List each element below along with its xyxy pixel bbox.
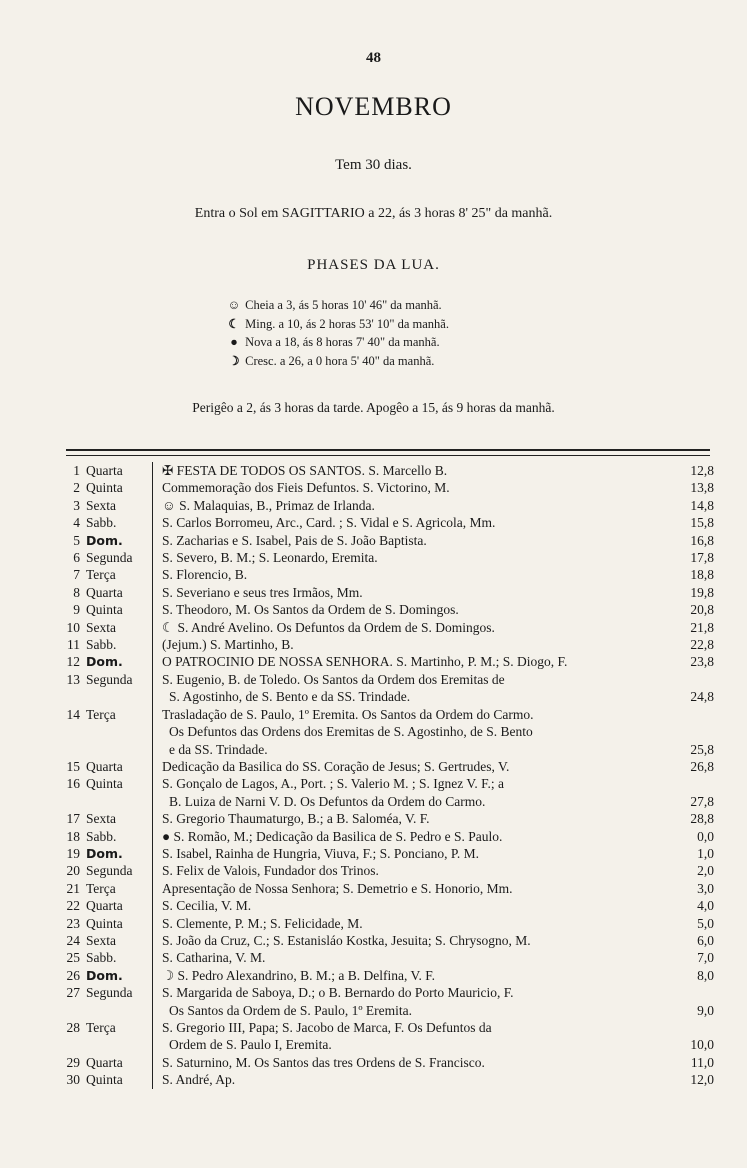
saints-description: ☾ S. André Avelino. Os Defuntos da Ordem de S. Domingos. [162, 619, 495, 635]
day-number: 30 [66, 1072, 80, 1088]
moon-phases [226, 296, 449, 370]
day-number: 26 [66, 967, 80, 983]
calendar-row [60, 653, 714, 670]
saints-description: S. Theodoro, M. Os Santos da Ordem de S. Domingos. [162, 602, 459, 618]
saints-description: S. Felix de Valois, Fundador dos Trinos. [162, 863, 379, 879]
moon-age-value: 15,8 [690, 515, 714, 531]
perigee-apogee: Perigêo a 2, ás 3 horas da tarde. Apogêo a 15, ás 9 horas da manhã. [192, 400, 555, 415]
saints-description: S. Margarida de Saboya, D.; o B. Bernardo do Porto Mauricio, F. [162, 985, 514, 1001]
month-title: NOVEMBRO [295, 92, 452, 121]
waxing-moon-icon: ☽ [228, 353, 240, 368]
phase-text: Nova a 18, ás 8 horas 7' 40" da manhã. [245, 335, 440, 349]
moon-age-value [662, 706, 714, 723]
calendar-row [60, 601, 714, 618]
day-number: 18 [66, 828, 80, 844]
calendar-row [60, 932, 714, 949]
saints-description: S. João da Cruz, C.; S. Estanisláo Kostka, Jesuita; S. Chrysogno, M. [162, 932, 531, 948]
saints-description: S. Gregorio Thaumaturgo, B.; a B. Saloméa, V. F. [162, 811, 430, 827]
phase-row [226, 333, 449, 352]
weekday: Quarta [86, 898, 123, 914]
moon-age-value [662, 1019, 714, 1036]
day-number: 22 [66, 898, 80, 914]
days-count: Tem 30 dias. [335, 157, 412, 173]
weekday: Sexta [86, 619, 116, 635]
calendar-row-continuation [60, 1036, 714, 1053]
day-number: 9 [73, 602, 80, 618]
day-number: 7 [73, 567, 80, 583]
day-number [60, 723, 80, 740]
moon-age-value: 28,8 [690, 811, 714, 827]
moon-age-value [662, 984, 714, 1001]
calendar-row [60, 775, 714, 792]
moon-age-value: 2,0 [697, 863, 714, 879]
saints-description: ☺ S. Malaquias, B., Primaz de Irlanda. [162, 497, 375, 513]
saints-description: Os Santos da Ordem de S. Paulo, 1º Eremita. [169, 1002, 413, 1018]
calendar-row [60, 514, 714, 531]
day-number: 25 [66, 950, 80, 966]
saints-description: (Jejum.) S. Martinho, B. [162, 637, 294, 653]
calendar-row [60, 671, 714, 688]
saints-description: Os Defuntos das Ordens dos Eremitas de S. Agostinho, de S. Bento [169, 724, 533, 740]
moon-age-value: 26,8 [690, 758, 714, 774]
day-number: 1 [73, 463, 80, 478]
saints-description: S. Gonçalo de Lagos, A., Port. ; S. Valerio M. ; S. Ignez V. F.; a [162, 776, 505, 792]
moon-age-value: 24,8 [690, 689, 714, 705]
weekday: Segunda [86, 550, 133, 566]
day-number [60, 793, 80, 810]
calendar-row-continuation [60, 688, 714, 705]
moon-age-value: 25,8 [690, 741, 714, 757]
calendar-row-continuation [60, 723, 714, 740]
calendar-row-continuation [60, 741, 714, 758]
calendar-row [60, 915, 714, 932]
day-number [60, 741, 80, 758]
weekday [80, 1036, 150, 1053]
weekday: Dom. [86, 532, 123, 548]
weekday: Quarta [86, 1054, 123, 1070]
moon-age-value [662, 775, 714, 792]
calendar-row [60, 984, 714, 1001]
calendar-row [60, 636, 714, 653]
calendar-row [60, 949, 714, 966]
day-number: 19 [66, 845, 80, 861]
weekday: Segunda [86, 863, 133, 879]
day-number: 27 [66, 985, 80, 1001]
saints-description: S. Severo, B. M.; S. Leonardo, Eremita. [162, 550, 378, 566]
moon-age-value [662, 723, 714, 740]
moon-age-value: 7,0 [697, 950, 714, 966]
day-number: 8 [73, 584, 80, 600]
calendar-row-continuation [60, 793, 714, 810]
calendar-row [60, 479, 714, 496]
saints-description: S. Florencio, B. [162, 567, 248, 583]
moon-age-value: 21,8 [690, 619, 714, 635]
saints-description: S. Zacharias e S. Isabel, Pais de S. João Baptista. [162, 532, 427, 548]
saints-description: Trasladação de S. Paulo, 1º Eremita. Os Santos da Ordem do Carmo. [162, 706, 534, 722]
weekday: Quinta [86, 915, 123, 931]
weekday: Terça [86, 567, 116, 583]
day-number [60, 1002, 80, 1019]
sun-entry: Entra o Sol em SAGITTARIO a 22, ás 3 horas 8' 25" da manhã. [194, 206, 553, 221]
calendar-row [60, 828, 714, 845]
calendar-row [60, 845, 714, 862]
calendar-row-continuation [60, 1002, 714, 1019]
weekday: Quinta [86, 1072, 123, 1088]
weekday: Quarta [86, 584, 123, 600]
calendar-row [60, 897, 714, 914]
weekday [80, 1002, 150, 1019]
weekday [80, 741, 150, 758]
weekday: Dom. [86, 654, 123, 670]
moon-age-value [662, 671, 714, 688]
saints-description: B. Luiza de Narni V. D. Os Defuntos da Ordem do Carmo. [169, 793, 486, 809]
saints-description: ● S. Romão, M.; Dedicação da Basilica de S. Pedro e S. Paulo. [162, 828, 503, 844]
calendar-row [60, 532, 714, 549]
calendar-row [60, 549, 714, 566]
day-number: 28 [66, 1020, 80, 1035]
saints-description: Apresentação de Nossa Senhora; S. Demetrio e S. Honorio, Mm. [162, 880, 513, 896]
day-number: 29 [66, 1054, 80, 1070]
day-number: 4 [73, 515, 80, 531]
weekday: Sexta [86, 811, 116, 827]
day-number: 2 [73, 480, 80, 496]
saints-description: Commemoração dos Fieis Defuntos. S. Victorino, M. [162, 480, 450, 496]
moon-age-value: 9,0 [697, 1002, 714, 1018]
weekday: Sabb. [86, 950, 117, 966]
moon-age-value: 23,8 [690, 654, 714, 670]
weekday: Terça [86, 706, 116, 722]
saints-description: S. Clemente, P. M.; S. Felicidade, M. [162, 915, 363, 931]
weekday: Quarta [86, 463, 123, 478]
moon-age-value: 11,0 [690, 1054, 714, 1070]
saints-description: S. Cecilia, V. M. [162, 898, 252, 914]
calendar-row [60, 462, 714, 479]
saints-description: S. Catharina, V. M. [162, 950, 266, 966]
moon-age-value: 1,0 [697, 845, 714, 861]
weekday: Quinta [86, 480, 123, 496]
day-number: 12 [66, 654, 80, 670]
moon-age-value: 20,8 [690, 602, 714, 618]
calendar-row [60, 566, 714, 583]
saints-description: S. Agostinho, de S. Bento e da SS. Trindade. [169, 689, 411, 705]
calendar-row [60, 619, 714, 636]
calendar-row [60, 1054, 714, 1071]
moon-age-value: 8,0 [697, 967, 714, 983]
saints-description: S. André, Ap. [162, 1072, 236, 1088]
weekday: Terça [86, 1020, 116, 1035]
moon-age-value: 10,0 [690, 1037, 714, 1053]
moon-age-value: 5,0 [697, 915, 714, 931]
new-moon-icon: ● [230, 335, 238, 349]
moon-age-value: 12,8 [690, 463, 714, 478]
calendar-row [60, 967, 714, 984]
calendar-row [60, 1071, 714, 1088]
saints-description: O PATROCINIO DE NOSSA SENHORA. S. Martinho, P. M.; S. Diogo, F. [162, 654, 568, 670]
weekday: Sabb. [86, 828, 117, 844]
weekday [80, 688, 150, 705]
saints-description: e da SS. Trindade. [169, 741, 268, 757]
moon-age-value: 0,0 [697, 828, 714, 844]
weekday: Sexta [86, 497, 116, 513]
saints-description: S. Eugenio, B. de Toledo. Os Santos da Ordem dos Eremitas de [162, 671, 505, 687]
day-number: 15 [66, 758, 80, 774]
calendar-row [60, 880, 714, 897]
calendar-row [60, 862, 714, 879]
day-number: 16 [66, 776, 80, 792]
weekday: Dom. [86, 967, 123, 983]
day-number: 10 [66, 619, 80, 635]
weekday: Quinta [86, 602, 123, 618]
weekday [80, 793, 150, 810]
moon-age-value: 3,0 [697, 880, 714, 896]
weekday: Dom. [86, 845, 123, 861]
moon-age-value: 27,8 [690, 793, 714, 809]
full-moon-icon: ☺ [227, 298, 241, 312]
saints-description: S. Saturnino, M. Os Santos das tres Ordens de S. Francisco. [162, 1054, 485, 1070]
double-rule-divider [66, 449, 710, 456]
weekday: Sabb. [86, 637, 117, 653]
moon-age-value: 14,8 [690, 497, 714, 513]
calendar-row [60, 706, 714, 723]
day-number: 13 [66, 671, 80, 687]
weekday: Segunda [86, 985, 133, 1001]
saints-description: S. Isabel, Rainha de Hungria, Viuva, F.; S. Ponciano, P. M. [162, 845, 479, 861]
moon-age-value: 17,8 [690, 550, 714, 566]
weekday: Sexta [86, 932, 116, 948]
moon-age-value: 18,8 [690, 567, 714, 583]
day-number [60, 688, 80, 705]
phase-text: Ming. a 10, ás 2 horas 53' 10" da manhã. [245, 316, 449, 331]
phase-text: Cresc. a 26, a 0 hora 5' 40" da manhã. [245, 353, 435, 368]
day-number [60, 1036, 80, 1053]
weekday [80, 723, 150, 740]
saints-description: ☽ S. Pedro Alexandrino, B. M.; a B. Delfina, V. F. [162, 967, 436, 983]
weekday: Segunda [86, 671, 133, 687]
moon-age-value: 6,0 [697, 932, 714, 948]
phase-text: Cheia a 3, ás 5 horas 10' 46" da manhã. [245, 298, 442, 312]
weekday: Quarta [86, 758, 123, 774]
weekday: Sabb. [86, 515, 117, 531]
calendar-row [60, 497, 714, 514]
day-number: 21 [66, 880, 80, 896]
calendar-table [60, 462, 714, 1089]
calendar-row [60, 1019, 714, 1036]
moon-age-value: 13,8 [690, 480, 714, 496]
moon-age-value: 19,8 [690, 584, 714, 600]
calendar-row [60, 758, 714, 775]
day-number: 14 [66, 706, 80, 722]
page-number: 48 [366, 50, 381, 66]
day-number: 3 [73, 497, 80, 513]
moon-age-value: 12,0 [690, 1072, 714, 1088]
day-number: 5 [73, 532, 80, 548]
moon-age-value: 4,0 [697, 898, 714, 914]
weekday: Quinta [86, 776, 123, 792]
phase-row [226, 296, 449, 315]
day-number: 20 [66, 863, 80, 879]
calendar-row [60, 810, 714, 827]
saints-description: ✠ FESTA DE TODOS OS SANTOS. S. Marcello B. [162, 463, 448, 478]
day-number: 6 [73, 550, 80, 566]
saints-description: S. Severiano e seus tres Irmãos, Mm. [162, 584, 363, 600]
saints-description: S. Gregorio III, Papa; S. Jacobo de Marca, F. Os Defuntos da [162, 1020, 492, 1035]
day-number: 17 [66, 811, 80, 827]
phases-heading: PHASES DA LUA. [307, 257, 440, 273]
saints-description: S. Carlos Borromeu, Arc., Card. ; S. Vidal e S. Agricola, Mm. [162, 515, 496, 531]
phase-row [226, 352, 449, 371]
saints-description: Dedicação da Basilica do SS. Coração de Jesus; S. Gertrudes, V. [162, 758, 510, 774]
calendar-row [60, 584, 714, 601]
moon-age-value: 16,8 [690, 532, 714, 548]
phase-row [226, 315, 449, 334]
weekday: Terça [86, 880, 116, 896]
waning-moon-icon: ☾ [228, 316, 240, 331]
day-number: 11 [67, 637, 80, 653]
day-number: 24 [66, 932, 80, 948]
saints-description: Ordem de S. Paulo I, Eremita. [169, 1037, 332, 1053]
moon-age-value: 22,8 [690, 637, 714, 653]
day-number: 23 [66, 915, 80, 931]
